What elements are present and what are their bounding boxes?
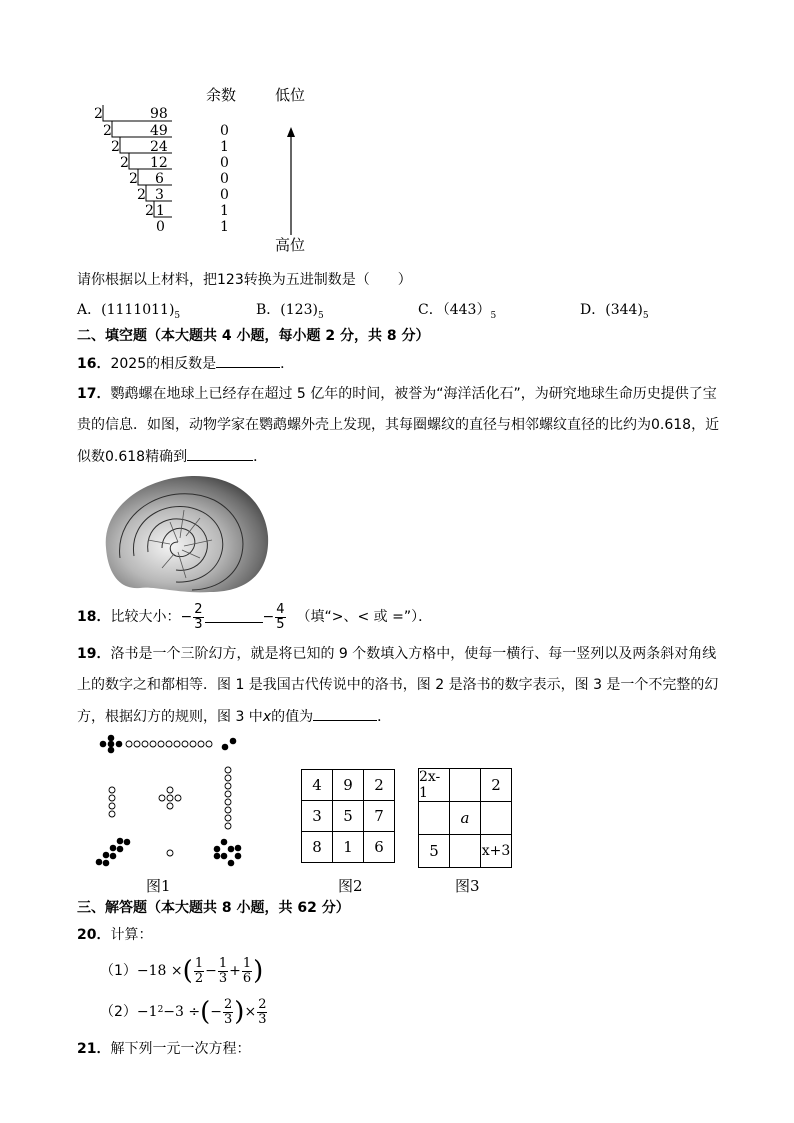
fraction: $\frac{2}{3}$ [194, 601, 203, 632]
fig3-label: 图3 [455, 877, 480, 895]
division-remainder: 0 [220, 187, 229, 203]
magic-square-fig2 [301, 769, 395, 863]
fraction: $\frac{2}{3}$ [224, 996, 233, 1027]
grid-cell: 5 [333, 801, 364, 832]
division-dividend: 0 [156, 219, 165, 235]
division-divisor: 2 [103, 123, 112, 139]
q15-prompt: 请你根据以上材料，把123转换为五进制数是（ ） [77, 272, 412, 288]
division-divisor: 2 [145, 203, 154, 219]
luoshu-figure [95, 734, 245, 874]
low-digit-header: 低位 [275, 86, 306, 104]
grid-cell: 8 [302, 832, 333, 863]
fraction: $\frac{1}{6}$ [242, 955, 252, 986]
up-arrow-icon [282, 125, 302, 237]
answer-blank[interactable] [216, 353, 280, 368]
division-dividend: 3 [155, 187, 164, 203]
nautilus-shell-image [100, 470, 270, 596]
answer-blank[interactable] [205, 612, 263, 623]
division-lines [90, 100, 210, 230]
division-dividend: 98 [150, 106, 168, 122]
answer-blank[interactable] [187, 446, 253, 461]
division-remainder: 0 [220, 171, 229, 187]
grid-cell: 1 [333, 832, 364, 863]
grid-cell: 6 [364, 832, 395, 863]
q16: 16．2025的相反数是 ． [77, 353, 294, 374]
grid-cell [450, 769, 481, 802]
fraction: $\frac{4}{5}$ [276, 601, 285, 632]
q20-part1: （1） −18 × ( $\frac{1}{2}$ − $\frac{1}{3}$ + $\frac{1}{6}$ ) [100, 955, 264, 986]
division-dividend: 1 [156, 203, 165, 219]
section2-title: 二、填空题（本大题共 4 小题，每小题 2 分，共 8 分） [77, 328, 430, 344]
q18: 18． 比较大小： − $\frac{2}{3}$ − $\frac{4}{5}$ （填“>、< 或 =”）． [77, 601, 433, 632]
grid-cell: 2 [364, 770, 395, 801]
grid-cell: 4 [302, 770, 333, 801]
division-divisor: 2 [120, 155, 129, 171]
grid-cell: a [450, 802, 481, 835]
high-digit-label: 高位 [275, 236, 306, 254]
grid-cell: 2x-1 [419, 769, 450, 802]
fraction: $\frac{1}{3}$ [218, 955, 228, 986]
q20: 20．计算： [77, 927, 153, 943]
option-d: D．$(344)_5$ [580, 302, 649, 321]
division-divisor: 2 [129, 171, 138, 187]
q20-part2: （2） −1 2 −3 ÷ ( − $\frac{2}{3}$ ) × $\frac{2}{3}$ [100, 996, 267, 1027]
grid-cell: x+3 [481, 835, 512, 868]
option-b: B．$(123)_5$ [256, 302, 324, 321]
grid-cell: 2 [481, 769, 512, 802]
division-remainder: 1 [220, 139, 229, 155]
division-dividend: 24 [150, 139, 168, 155]
option-a: A．$(1111011)_5$ [77, 302, 181, 321]
grid-cell: 7 [364, 801, 395, 832]
grid-cell: 5 [419, 835, 450, 868]
division-divisor: 2 [94, 106, 103, 122]
magic-square-fig3 [418, 768, 512, 868]
section3-title: 三、解答题（本大题共 8 小题，共 62 分） [77, 900, 350, 916]
division-remainder: 0 [220, 123, 229, 139]
fraction: $\frac{2}{3}$ [258, 996, 267, 1027]
grid-cell [481, 802, 512, 835]
division-remainder: 1 [220, 219, 229, 235]
answer-blank[interactable] [313, 706, 377, 721]
fig1-label: 图1 [146, 877, 171, 895]
fraction: $\frac{1}{2}$ [194, 955, 204, 986]
grid-cell: 3 [302, 801, 333, 832]
division-remainder: 0 [220, 155, 229, 171]
option-c: C．$(443)_5$ [418, 302, 497, 321]
division-remainder: 1 [220, 203, 229, 219]
fig2-label: 图2 [338, 877, 363, 895]
division-divisor: 2 [137, 187, 146, 203]
q21: 21．解下列一元一次方程： [77, 1041, 251, 1057]
grid-cell [450, 835, 481, 868]
division-dividend: 6 [155, 171, 164, 187]
grid-cell: 9 [333, 770, 364, 801]
remainder-header: 余数 [206, 86, 237, 104]
division-dividend: 49 [150, 123, 168, 139]
division-divisor: 2 [111, 139, 120, 155]
grid-cell [419, 802, 450, 835]
division-dividend: 12 [150, 155, 168, 171]
